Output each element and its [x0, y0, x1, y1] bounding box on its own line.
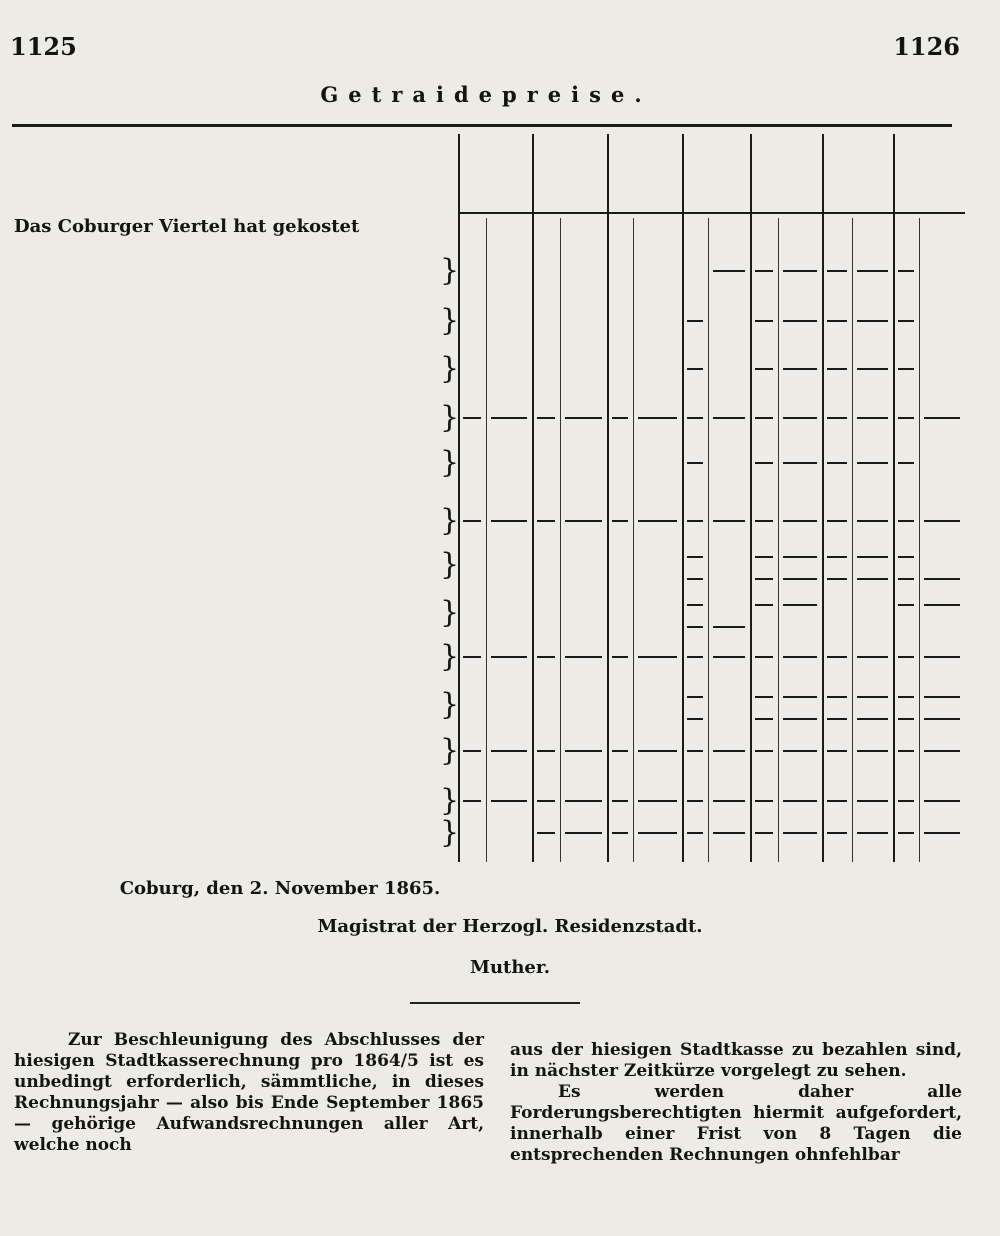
empty-cell-dash — [565, 656, 602, 658]
empty-cell-dash — [687, 417, 703, 419]
empty-cell-dash — [687, 462, 703, 464]
signature: Muther. — [470, 957, 550, 978]
empty-cell-dash — [857, 750, 888, 752]
empty-cell-dash — [713, 520, 745, 522]
authority-line: Magistrat der Herzogl. Residenzstadt. — [317, 916, 703, 937]
empty-cell-dash — [713, 750, 745, 752]
empty-cell-dash — [898, 604, 914, 606]
empty-cell-dash — [898, 368, 914, 370]
page-title-text: Getraidepreise. — [320, 82, 652, 107]
empty-cell-dash — [755, 462, 773, 464]
column-divider — [607, 134, 609, 862]
empty-cell-dash — [463, 520, 481, 522]
fl-kr-divider — [778, 218, 779, 862]
title-rule — [12, 124, 952, 127]
empty-cell-dash — [827, 270, 847, 272]
empty-cell-dash — [857, 368, 888, 370]
empty-cell-dash — [898, 696, 914, 698]
empty-cell-dash — [565, 800, 602, 802]
empty-cell-dash — [857, 718, 888, 720]
fl-kr-divider — [708, 218, 709, 862]
empty-cell-dash — [857, 556, 888, 558]
empty-cell-dash — [783, 368, 817, 370]
column-divider — [682, 134, 684, 862]
empty-cell-dash — [827, 556, 847, 558]
empty-cell-dash — [924, 832, 960, 834]
empty-cell-dash — [687, 832, 703, 834]
empty-cell-dash — [898, 656, 914, 658]
empty-cell-dash — [463, 417, 481, 419]
empty-cell-dash — [857, 656, 888, 658]
empty-cell-dash — [827, 320, 847, 322]
notice-paragraph-left: Zur Beschleunigung des Abschlusses der hiesigen Stadtkasserechnung pro 1864/5 ist es unbedingt erforderlich, sämmtliche, in dieses Rechnungsjahr — also bis Ende September 1865 — gehörige Aufwandsrechnungen aller Art, welche noch — [14, 1030, 484, 1155]
empty-cell-dash — [687, 320, 703, 322]
empty-cell-dash — [827, 520, 847, 522]
fl-kr-divider — [852, 218, 853, 862]
empty-cell-dash — [857, 520, 888, 522]
empty-cell-dash — [491, 656, 527, 658]
empty-cell-dash — [783, 604, 817, 606]
empty-cell-dash — [537, 520, 555, 522]
row-brace: } — [440, 503, 460, 538]
empty-cell-dash — [713, 800, 745, 802]
empty-cell-dash — [827, 656, 847, 658]
row-brace: } — [440, 445, 460, 480]
empty-cell-dash — [537, 832, 555, 834]
empty-cell-dash — [687, 696, 703, 698]
empty-cell-dash — [612, 800, 628, 802]
empty-cell-dash — [827, 417, 847, 419]
empty-cell-dash — [827, 800, 847, 802]
row-brace: } — [440, 351, 460, 386]
empty-cell-dash — [898, 556, 914, 558]
empty-cell-dash — [898, 270, 914, 272]
row-brace: } — [440, 687, 460, 722]
row-brace: } — [440, 595, 460, 630]
empty-cell-dash — [687, 556, 703, 558]
empty-cell-dash — [898, 832, 914, 834]
empty-cell-dash — [783, 270, 817, 272]
empty-cell-dash — [612, 656, 628, 658]
empty-cell-dash — [687, 718, 703, 720]
empty-cell-dash — [857, 270, 888, 272]
empty-cell-dash — [687, 578, 703, 580]
empty-cell-dash — [755, 604, 773, 606]
empty-cell-dash — [827, 696, 847, 698]
empty-cell-dash — [491, 417, 527, 419]
empty-cell-dash — [713, 417, 745, 419]
column-divider — [893, 134, 895, 862]
empty-cell-dash — [755, 270, 773, 272]
empty-cell-dash — [755, 750, 773, 752]
empty-cell-dash — [857, 832, 888, 834]
empty-cell-dash — [565, 520, 602, 522]
empty-cell-dash — [898, 417, 914, 419]
table-label-header: Das Coburger Viertel hat gekostet — [14, 216, 360, 237]
row-brace: } — [440, 815, 460, 850]
empty-cell-dash — [898, 462, 914, 464]
empty-cell-dash — [755, 800, 773, 802]
empty-cell-dash — [713, 626, 745, 628]
empty-cell-dash — [924, 604, 960, 606]
empty-cell-dash — [827, 750, 847, 752]
fl-kr-divider — [486, 218, 487, 862]
empty-cell-dash — [783, 656, 817, 658]
page-number-left: 1125 — [10, 32, 77, 61]
row-brace: } — [440, 253, 460, 288]
empty-cell-dash — [783, 832, 817, 834]
empty-cell-dash — [565, 750, 602, 752]
empty-cell-dash — [713, 270, 745, 272]
empty-cell-dash — [783, 462, 817, 464]
empty-cell-dash — [638, 750, 677, 752]
empty-cell-dash — [687, 604, 703, 606]
empty-cell-dash — [491, 750, 527, 752]
empty-cell-dash — [755, 520, 773, 522]
empty-cell-dash — [924, 578, 960, 580]
notice-paragraph-right-2: Es werden daher alle Forderungsberechtigten hiermit aufgefordert, innerhalb einer Frist von 8 Tagen die entsprechenden Rechnungen ohnfehlbar — [510, 1082, 962, 1165]
empty-cell-dash — [924, 750, 960, 752]
empty-cell-dash — [565, 832, 602, 834]
row-brace: } — [440, 783, 460, 818]
empty-cell-dash — [612, 750, 628, 752]
row-brace: } — [440, 400, 460, 435]
empty-cell-dash — [713, 832, 745, 834]
empty-cell-dash — [638, 800, 677, 802]
empty-cell-dash — [687, 656, 703, 658]
empty-cell-dash — [537, 750, 555, 752]
row-brace: } — [440, 303, 460, 338]
page-number-right: 1126 — [893, 32, 960, 61]
row-brace: } — [440, 547, 460, 582]
empty-cell-dash — [491, 520, 527, 522]
empty-cell-dash — [537, 417, 555, 419]
page-title — [0, 82, 1000, 107]
empty-cell-dash — [898, 800, 914, 802]
empty-cell-dash — [755, 656, 773, 658]
empty-cell-dash — [537, 800, 555, 802]
empty-cell-dash — [898, 520, 914, 522]
empty-cell-dash — [827, 832, 847, 834]
empty-cell-dash — [827, 462, 847, 464]
empty-cell-dash — [783, 320, 817, 322]
empty-cell-dash — [924, 696, 960, 698]
empty-cell-dash — [755, 696, 773, 698]
empty-cell-dash — [537, 656, 555, 658]
row-brace: } — [440, 639, 460, 674]
header-rule — [458, 212, 965, 214]
empty-cell-dash — [924, 800, 960, 802]
empty-cell-dash — [687, 750, 703, 752]
empty-cell-dash — [857, 462, 888, 464]
empty-cell-dash — [827, 718, 847, 720]
empty-cell-dash — [755, 417, 773, 419]
empty-cell-dash — [638, 520, 677, 522]
empty-cell-dash — [638, 417, 677, 419]
empty-cell-dash — [755, 718, 773, 720]
empty-cell-dash — [612, 832, 628, 834]
empty-cell-dash — [783, 696, 817, 698]
empty-cell-dash — [713, 656, 745, 658]
empty-cell-dash — [755, 578, 773, 580]
empty-cell-dash — [755, 832, 773, 834]
empty-cell-dash — [687, 368, 703, 370]
empty-cell-dash — [857, 417, 888, 419]
empty-cell-dash — [857, 800, 888, 802]
empty-cell-dash — [924, 718, 960, 720]
empty-cell-dash — [783, 578, 817, 580]
notice-paragraph-right-1: aus der hiesigen Stadtkasse zu bezahlen sind, in nächster Zeitkürze vorgelegt zu sehen. — [510, 1040, 962, 1081]
empty-cell-dash — [924, 656, 960, 658]
empty-cell-dash — [687, 626, 703, 628]
empty-cell-dash — [565, 417, 602, 419]
section-separator — [410, 1002, 580, 1004]
empty-cell-dash — [755, 320, 773, 322]
empty-cell-dash — [783, 417, 817, 419]
empty-cell-dash — [463, 750, 481, 752]
empty-cell-dash — [755, 368, 773, 370]
fl-kr-divider — [560, 218, 561, 862]
empty-cell-dash — [687, 520, 703, 522]
empty-cell-dash — [898, 750, 914, 752]
empty-cell-dash — [612, 417, 628, 419]
empty-cell-dash — [638, 656, 677, 658]
empty-cell-dash — [924, 520, 960, 522]
empty-cell-dash — [783, 520, 817, 522]
empty-cell-dash — [463, 800, 481, 802]
empty-cell-dash — [857, 320, 888, 322]
empty-cell-dash — [898, 578, 914, 580]
fl-kr-divider — [633, 218, 634, 862]
empty-cell-dash — [898, 320, 914, 322]
empty-cell-dash — [783, 750, 817, 752]
column-divider — [532, 134, 534, 862]
empty-cell-dash — [783, 800, 817, 802]
empty-cell-dash — [924, 417, 960, 419]
empty-cell-dash — [638, 832, 677, 834]
empty-cell-dash — [612, 520, 628, 522]
fl-kr-divider — [919, 218, 920, 862]
column-divider — [822, 134, 824, 862]
empty-cell-dash — [783, 556, 817, 558]
empty-cell-dash — [898, 718, 914, 720]
empty-cell-dash — [755, 556, 773, 558]
empty-cell-dash — [827, 578, 847, 580]
empty-cell-dash — [857, 578, 888, 580]
empty-cell-dash — [687, 800, 703, 802]
empty-cell-dash — [783, 718, 817, 720]
column-divider — [750, 134, 752, 862]
empty-cell-dash — [491, 800, 527, 802]
empty-cell-dash — [463, 656, 481, 658]
empty-cell-dash — [827, 368, 847, 370]
row-brace: } — [440, 733, 460, 768]
date-line: Coburg, den 2. November 1865. — [119, 878, 441, 899]
empty-cell-dash — [857, 696, 888, 698]
